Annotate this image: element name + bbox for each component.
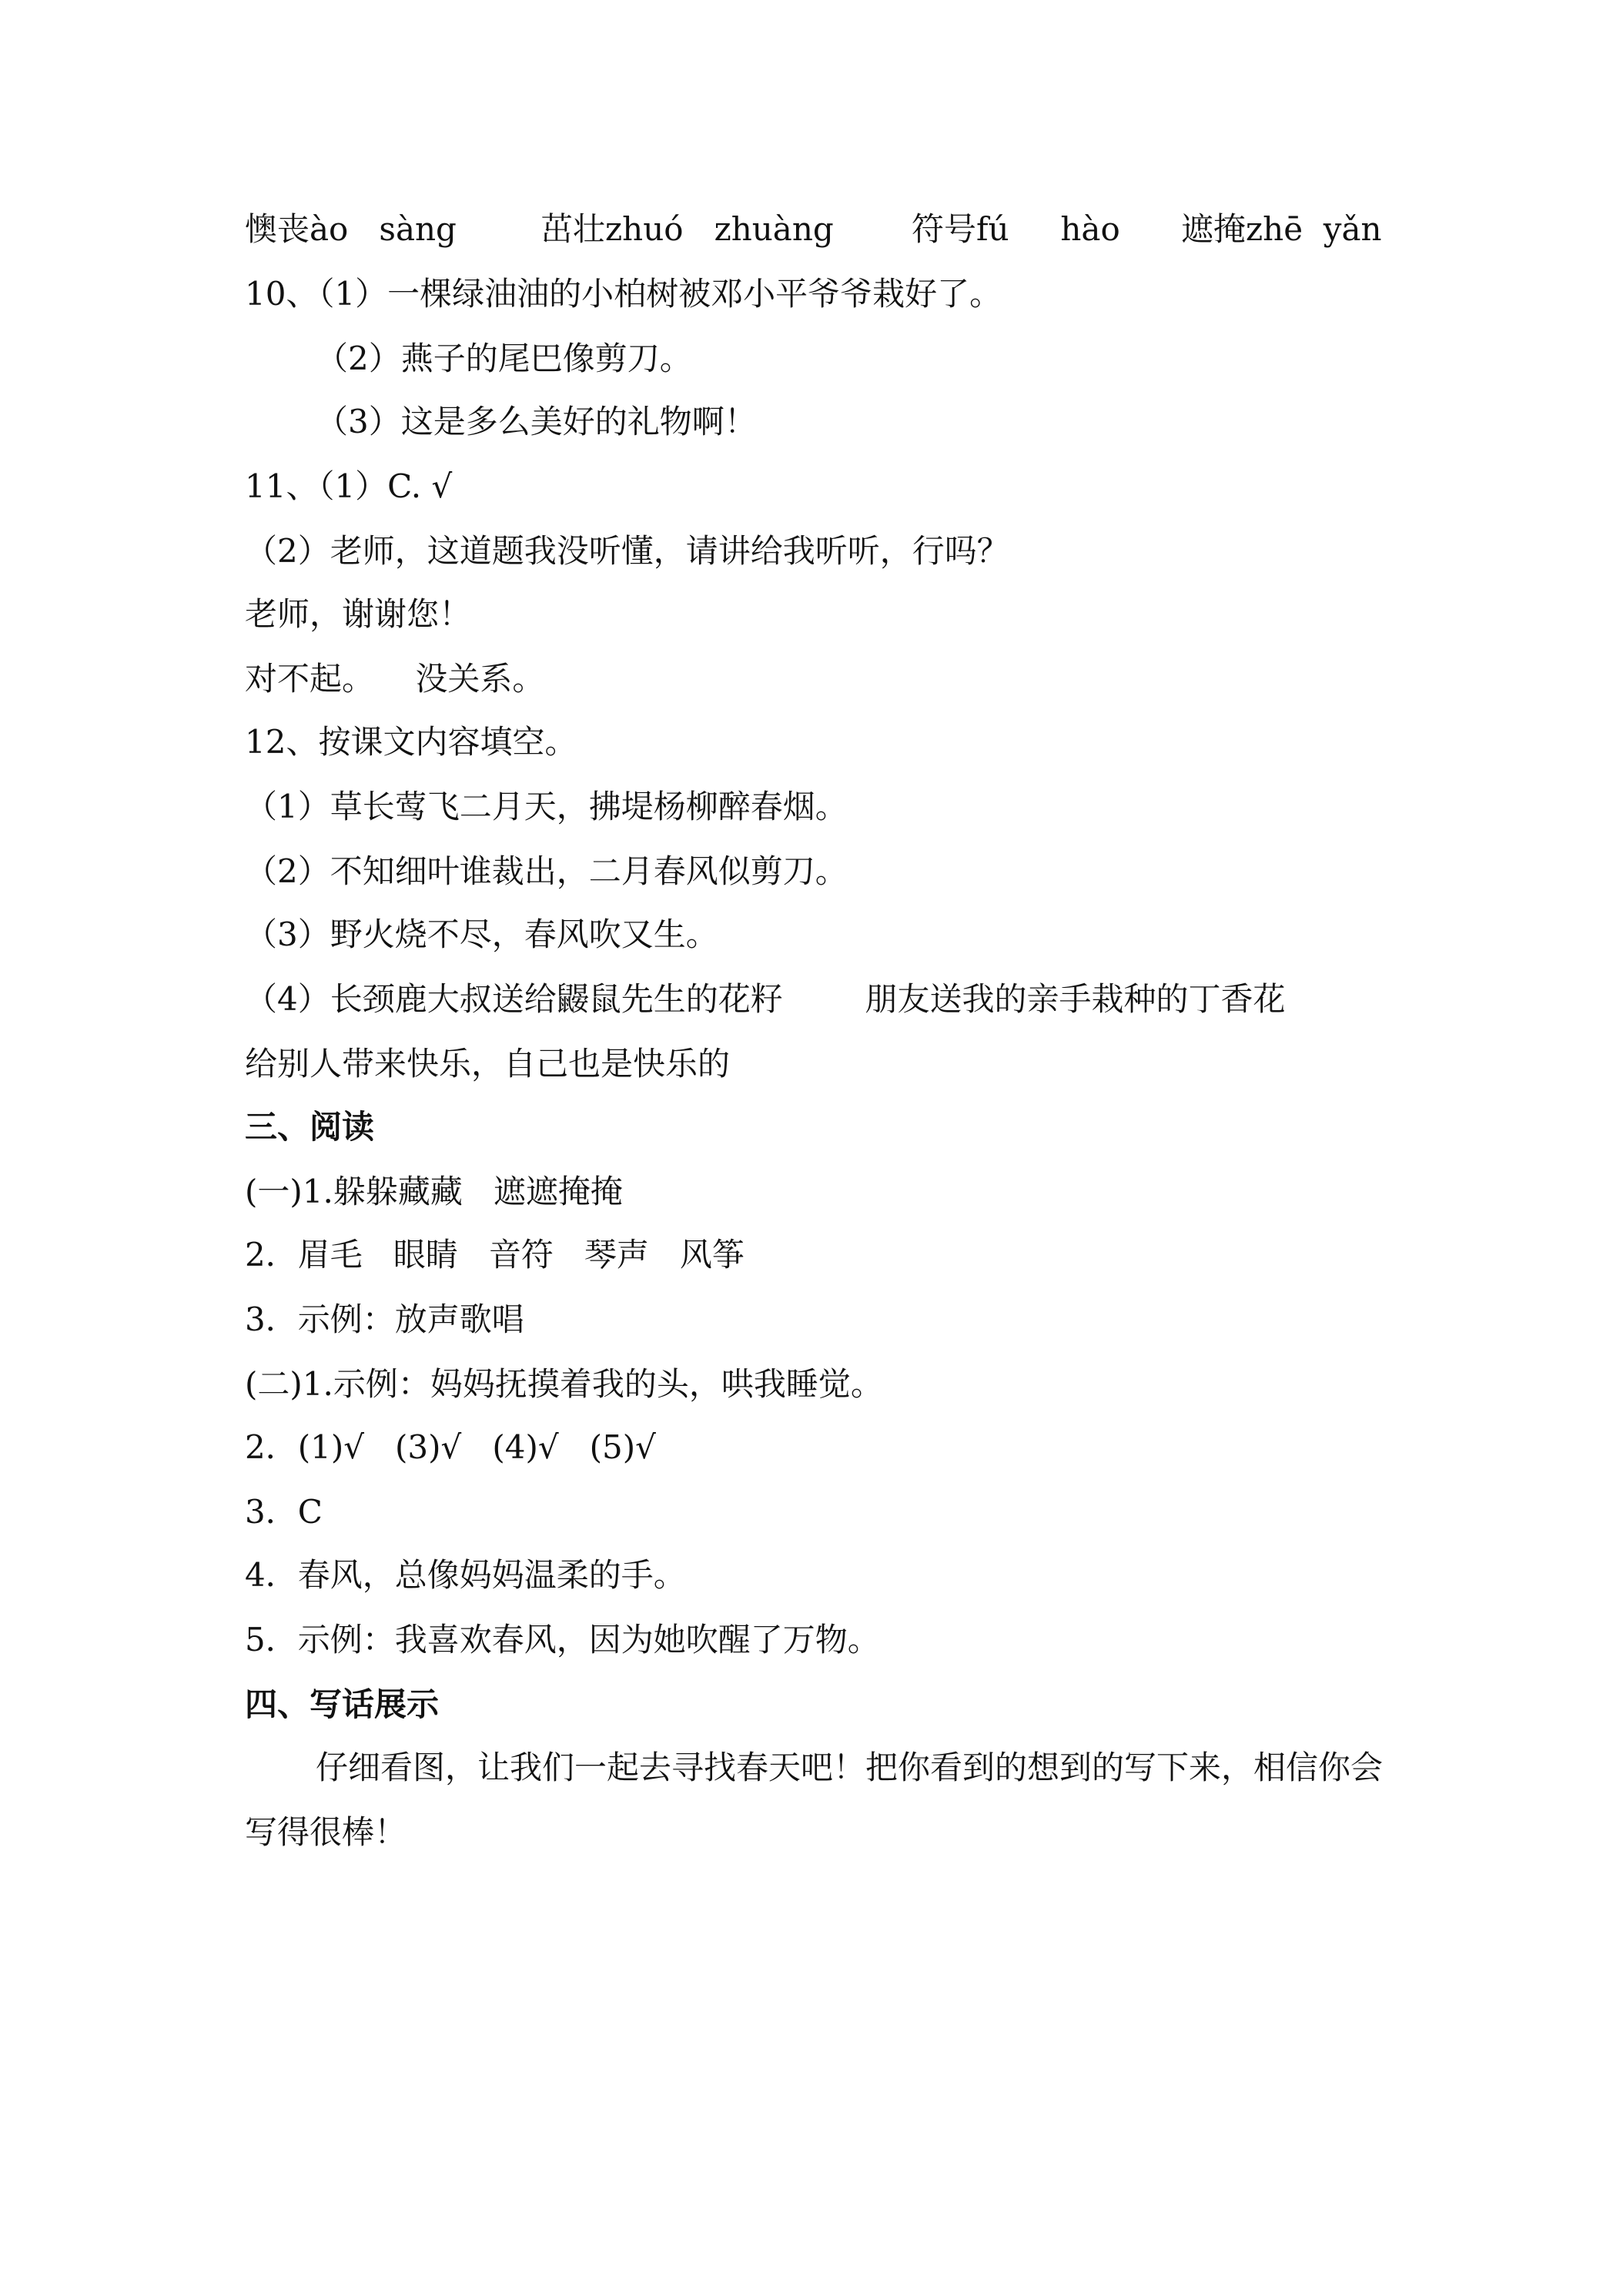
q11-line-3: 老师，谢谢您！ xyxy=(245,595,472,633)
q11-line-2: （2）老师，这道题我没听懂，请讲给我听听，行吗？ xyxy=(245,532,1009,570)
q10-line-3: （3）这是多么美好的礼物啊！ xyxy=(316,403,757,440)
q12-line-4: （3）野火烧不尽，春风吹又生。 xyxy=(245,915,718,953)
pinyin-answers-row xyxy=(245,208,1382,251)
q12-line-6: 给别人带来快乐，自己也是快乐的 xyxy=(245,1045,731,1083)
reading-1-line-1: (一)1.躲躲藏藏 遮遮掩掩 xyxy=(245,1173,623,1210)
q10-line-1: 10、（1）一棵绿油油的小柏树被邓小平爷爷栽好了。 xyxy=(245,275,1002,313)
pinyin-word-1: 懊丧ào sàng xyxy=(245,210,457,248)
pinyin-word-2: 茁壮zhuó zhuàng xyxy=(540,210,834,248)
q11-line-1: 11、（1）C. √ xyxy=(245,467,453,505)
q12-line-1: 12、按课文内容填空。 xyxy=(245,723,577,761)
q12-line-5: （4）长颈鹿大叔送给鼹鼠先生的花籽 朋友送我的亲手栽种的丁香花 xyxy=(245,980,1286,1018)
reading-1-line-2: 2．眉毛 眼睛 音符 琴声 风筝 xyxy=(245,1236,745,1274)
writing-prompt-line-2: 写得很棒！ xyxy=(245,1813,407,1851)
reading-1-line-3: 3．示例：放声歌唱 xyxy=(245,1300,524,1338)
q10-line-2: （2）燕子的尾巴像剪刀。 xyxy=(316,340,692,377)
reading-2-line-5: 5．示例：我喜欢春风，因为她吹醒了万物。 xyxy=(245,1621,880,1658)
q12-line-3: （2）不知细叶谁裁出，二月春风似剪刀。 xyxy=(245,852,848,890)
pinyin-word-3: 符号fú hào xyxy=(912,210,1120,248)
reading-2-line-4: 4．春风，总像妈妈温柔的手。 xyxy=(245,1556,686,1594)
reading-2-line-3: 3．C xyxy=(245,1493,323,1531)
writing-prompt-line-1: 仔细看图，让我们一起去寻找春天吧！把你看到的想到的写下来，相信你会 xyxy=(316,1749,1384,1786)
reading-2-line-2: 2．(1)√ (3)√ (4)√ (5)√ xyxy=(245,1428,656,1466)
reading-2-line-1: (二)1.示例：妈妈抚摸着我的头，哄我睡觉。 xyxy=(245,1365,883,1403)
pinyin-word-4: 遮掩zhē yǎn xyxy=(1181,210,1382,248)
q12-line-2: （1）草长莺飞二月天，拂堤杨柳醉春烟。 xyxy=(245,788,848,825)
section-3-title: 三、阅读 xyxy=(245,1108,375,1146)
section-4-title: 四、写话展示 xyxy=(245,1685,440,1723)
q11-line-4: 对不起。 没关系。 xyxy=(245,660,545,698)
